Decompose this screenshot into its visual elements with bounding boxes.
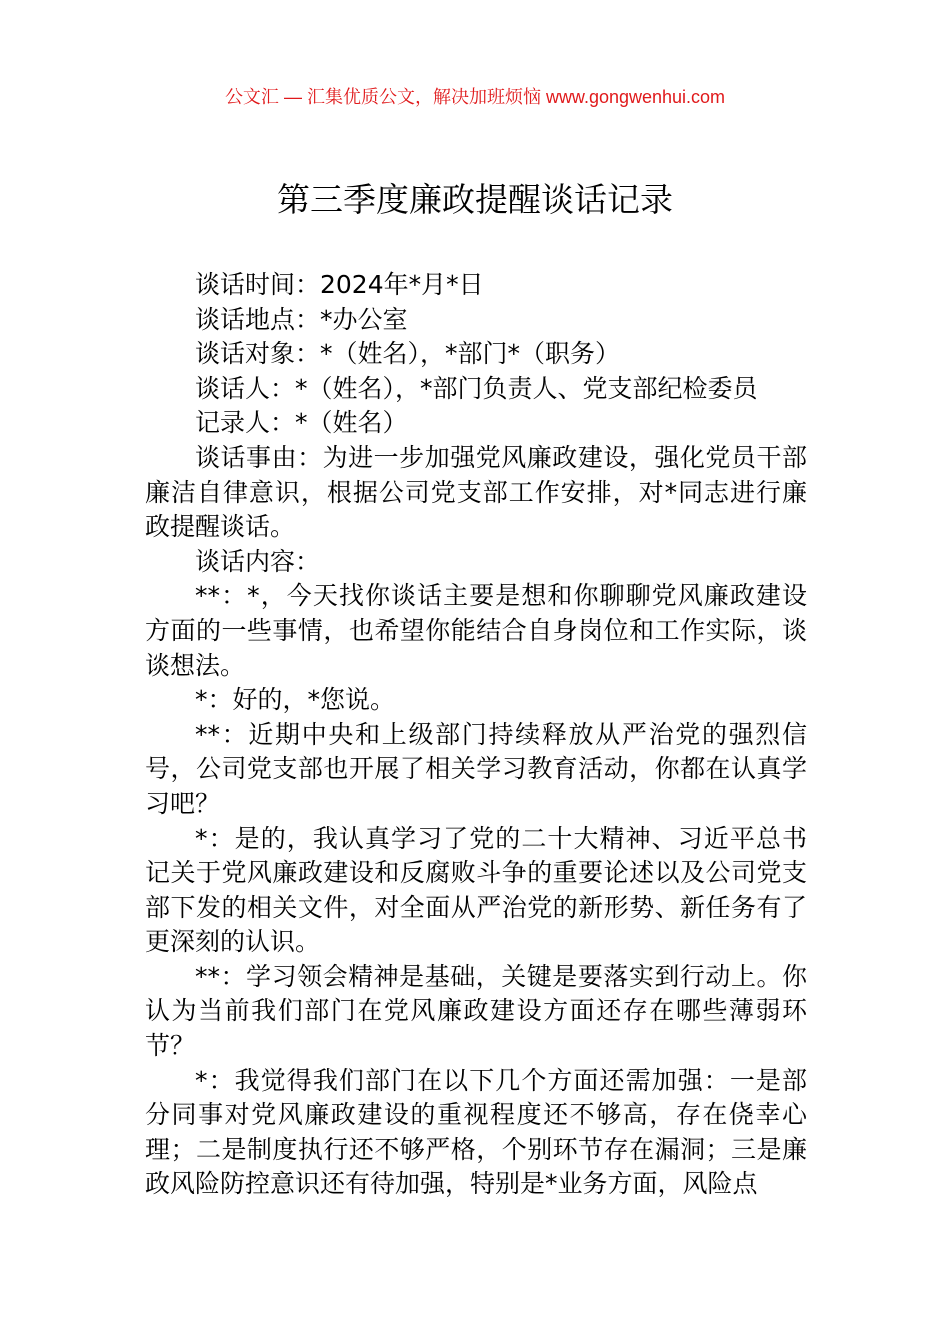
meeting-reason: 谈话事由：为进一步加强党风廉政建设，强化党员干部廉洁自律意识，根据公司党支部工作安排，对*同志进行廉政提醒谈话。 [145,442,807,542]
dialogue-paragraph: **：学习领会精神是基础，关键是要落实到行动上。你认为当前我们部门在党风廉政建设方面还存在哪些薄弱环节？ [145,961,807,1061]
meeting-content-heading: 谈话内容： [195,546,321,576]
dialogue-paragraph: *：我觉得我们部门在以下几个方面还需加强：一是部分同事对党风廉政建设的重视程度还不够高，存在侥幸心理；二是制度执行还不够严格，个别环节存在漏洞；三是廉政风险防控意识还有待加强，特别是*业务方面，风险点 [145,1065,807,1199]
meeting-subject: 谈话对象：*（姓名），*部门*（职务） [195,339,621,369]
meeting-speaker: 谈话人：*（姓名），*部门负责人、党支部纪检委员 [195,373,758,403]
dialogue-paragraph: *：好的，*您说。 [195,685,396,715]
meeting-location: 谈话地点：*办公室 [195,304,408,334]
document-body [145,268,807,1202]
dialogue-paragraph: **：*，今天找你谈话主要是想和你聊聊党风廉政建设方面的一些事情，也希望你能结合自身岗位和工作实际，谈谈想法。 [145,581,807,680]
dialogue-paragraph: *：是的，我认真学习了党的二十大精神、习近平总书记关于党风廉政建设和反腐败斗争的重要论述以及公司党支部下发的相关文件，对全面从严治党的新形势、新任务有了更深刻的认识。 [145,823,807,957]
dialogue-paragraph: **：近期中央和上级部门持续释放从严治党的强烈信号，公司党支部也开展了相关学习教育活动，你都在认真学习吧？ [145,719,807,818]
header-banner: 公文汇 — 汇集优质公文，解决加班烦恼 www.gongwenhui.com [224,87,726,107]
meeting-recorder: 记录人：*（姓名） [195,408,408,438]
meeting-time: 谈话时间：2024年*月*日 [195,270,484,299]
document-title: 第三季度廉政提醒谈话记录 [277,180,673,219]
